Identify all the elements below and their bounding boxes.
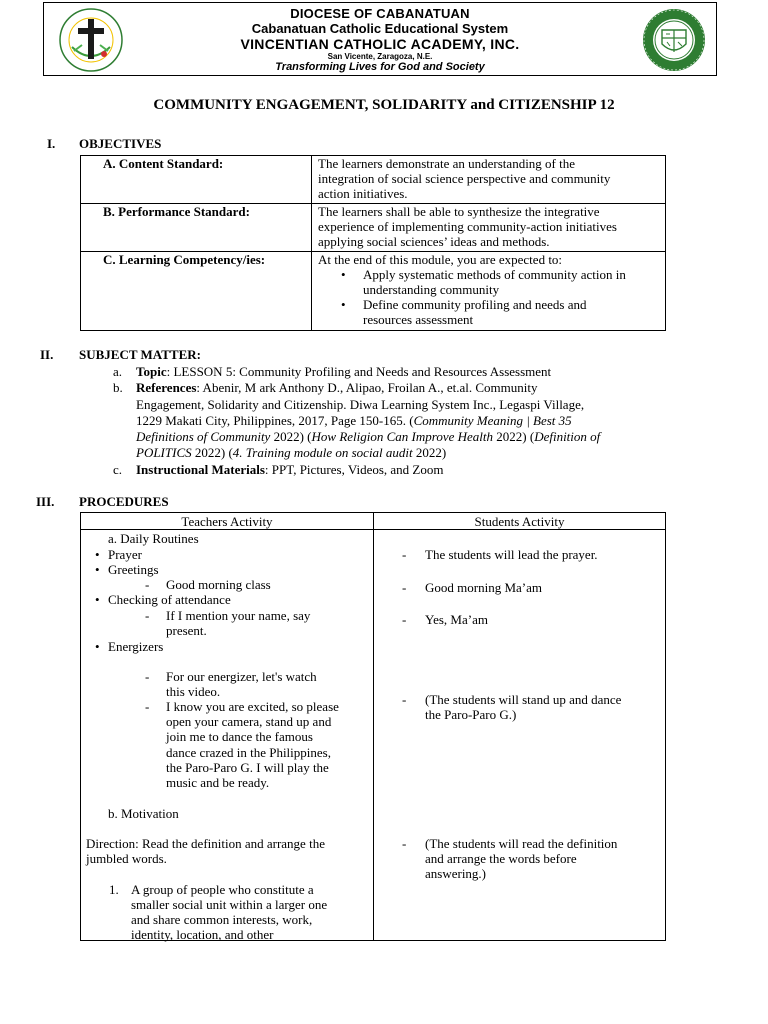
procedures-number: III. bbox=[36, 494, 55, 509]
references-label: References bbox=[136, 380, 197, 396]
text-line: the Paro-Paro G. I will play the bbox=[166, 760, 329, 775]
citation-title: How Religion Can Improve Health bbox=[311, 429, 494, 445]
text-line: A group of people who constitute a bbox=[131, 882, 314, 897]
topic-text: : LESSON 5: Community Profiling and Needs and Resources Assessment bbox=[166, 364, 552, 379]
text-line: The learners shall be able to synthesize the integrative bbox=[318, 204, 600, 219]
table-header-row bbox=[81, 513, 666, 530]
diocese-name: DIOCESE OF CABANATUAN bbox=[290, 6, 470, 21]
dash: - bbox=[402, 547, 407, 562]
dash: - bbox=[145, 577, 150, 592]
text-line: : Abenir, M ark Anthony D., Alipao, Froilan A., et.al. Community bbox=[196, 380, 538, 396]
energizers-item: Energizers bbox=[108, 639, 164, 654]
text-line: the Paro-Paro G.) bbox=[425, 707, 517, 722]
table-row bbox=[81, 252, 666, 331]
dash: - bbox=[145, 669, 150, 684]
list-marker: 1. bbox=[109, 882, 119, 897]
text-line: open your camera, stand up and bbox=[166, 714, 332, 729]
dash: - bbox=[145, 608, 150, 623]
text-line: identity, location, and other bbox=[131, 927, 274, 942]
text-line: resources assessment bbox=[363, 312, 474, 327]
text-line: If I mention your name, say bbox=[166, 608, 311, 623]
table-row bbox=[81, 204, 666, 252]
objectives-number: I. bbox=[47, 136, 56, 151]
list-item bbox=[113, 364, 683, 380]
students-activity-header: Students Activity bbox=[374, 513, 666, 530]
competency-list bbox=[318, 267, 659, 327]
bullet: • bbox=[95, 562, 100, 577]
learning-competency-label: C. Learning Competency/ies: bbox=[81, 252, 312, 331]
text-line: (The students will read the definition bbox=[425, 836, 618, 851]
bullet: • bbox=[95, 592, 100, 607]
citation-title: Definition of bbox=[534, 429, 601, 445]
text-line: and share common interests, work, bbox=[131, 912, 313, 927]
text-line: present. bbox=[166, 623, 207, 638]
text-line: this video. bbox=[166, 684, 221, 699]
text-line: join me to dance the famous bbox=[166, 729, 313, 744]
attendance-item: Checking of attendance bbox=[108, 592, 231, 607]
objectives-table bbox=[80, 155, 666, 331]
motivation-heading: b. Motivation bbox=[108, 806, 179, 821]
good-morning-line: Good morning class bbox=[166, 577, 271, 592]
text-line: Yes, Ma’am bbox=[425, 612, 488, 627]
text-line: The students will lead the prayer. bbox=[425, 547, 598, 562]
teachers-activity-cell bbox=[81, 530, 374, 941]
content-standard-label: A. Content Standard: bbox=[81, 156, 312, 204]
performance-standard-label: B. Performance Standard: bbox=[81, 204, 312, 252]
text-line: 2022) ( bbox=[191, 445, 233, 461]
objectives-heading: OBJECTIVES bbox=[79, 136, 162, 151]
text-line: understanding community bbox=[363, 282, 500, 297]
greetings-item: Greetings bbox=[108, 562, 159, 577]
learning-competency-text bbox=[312, 252, 666, 331]
bullet: • bbox=[95, 547, 100, 562]
text-line: (The students will stand up and dance bbox=[425, 692, 622, 707]
citation-title: 4. Training module on social audit bbox=[232, 445, 413, 461]
text-line: • Define community profiling and needs and bbox=[363, 297, 587, 312]
text-line: 2022) bbox=[412, 445, 447, 461]
list-marker: a. bbox=[113, 364, 123, 379]
citation-title: Community Meaning | Best 35 bbox=[413, 412, 572, 428]
text-line: 2022) ( bbox=[493, 429, 535, 445]
teachers-activity-header: Teachers Activity bbox=[81, 513, 374, 530]
academy-seal-logo bbox=[642, 8, 706, 72]
list-item bbox=[113, 462, 683, 478]
dash: - bbox=[402, 692, 407, 707]
topic-label: Topic bbox=[136, 364, 167, 379]
text-line: applying social sciences’ ideas and methods. bbox=[318, 234, 550, 249]
system-name: Cabanatuan Catholic Educational System bbox=[251, 21, 509, 36]
subject-matter-number: II. bbox=[40, 347, 54, 362]
dash: - bbox=[402, 580, 407, 595]
school-name: VINCENTIAN CATHOLIC ACADEMY, INC. bbox=[240, 36, 520, 52]
list-item bbox=[363, 267, 659, 297]
text-line: experience of implementing community-action initiatives bbox=[318, 219, 617, 234]
text-line: Engagement, Solidarity and Citizenship. Diwa Learning System Inc., Legaspi Village, bbox=[136, 396, 585, 412]
school-address: San Vicente, Zaragoza, N.E. bbox=[327, 52, 433, 61]
citation-title: POLITICS bbox=[136, 445, 192, 461]
text-line: smaller social unit within a larger one bbox=[131, 897, 328, 912]
letterhead bbox=[43, 2, 717, 76]
dash: - bbox=[402, 612, 407, 627]
students-activity-cell bbox=[374, 530, 666, 941]
text-line: dance crazed in the Philippines, bbox=[166, 745, 331, 760]
text-line: integration of social science perspective and community bbox=[318, 171, 611, 186]
procedures-heading: PROCEDURES bbox=[79, 494, 169, 509]
text-line: Good morning Ma’am bbox=[425, 580, 542, 595]
text-line: At the end of this module, you are expected to: bbox=[318, 252, 563, 267]
daily-routines: a. Daily Routines bbox=[108, 531, 199, 546]
text-line: • Apply systematic methods of community action in bbox=[363, 267, 626, 282]
list-marker: b. bbox=[113, 380, 123, 396]
bullet: • bbox=[95, 639, 100, 654]
dash: - bbox=[402, 836, 407, 851]
text-line: music and be ready. bbox=[166, 775, 270, 790]
list-item bbox=[113, 380, 683, 461]
school-motto: Transforming Lives for God and Society bbox=[275, 61, 485, 73]
text-line: 2022) ( bbox=[270, 429, 312, 445]
text-line: 1229 Makati City, Philippines, 2017, Page 150-165. ( bbox=[136, 412, 414, 428]
text-line: action initiatives. bbox=[318, 186, 408, 201]
text-line: The learners demonstrate an understanding of the bbox=[318, 156, 576, 171]
text-line: and arrange the words before bbox=[425, 851, 577, 866]
materials-text: : PPT, Pictures, Videos, and Zoom bbox=[264, 461, 444, 477]
performance-standard-text bbox=[312, 204, 666, 252]
subject-matter-list bbox=[113, 364, 683, 478]
list-marker: c. bbox=[113, 461, 123, 477]
text-line: I know you are excited, so please bbox=[166, 699, 339, 714]
table-row bbox=[81, 530, 666, 941]
citation-title: Definitions of Community bbox=[136, 429, 271, 445]
prayer-item: Prayer bbox=[108, 547, 142, 562]
subject-matter-heading: SUBJECT MATTER: bbox=[79, 347, 201, 362]
text-line: Direction: Read the definition and arrange the bbox=[86, 836, 325, 851]
materials-label: Instructional Materials bbox=[136, 461, 265, 477]
table-row bbox=[81, 156, 666, 204]
dash: - bbox=[145, 699, 150, 714]
text-line: answering.) bbox=[425, 866, 487, 881]
content-standard-text bbox=[312, 156, 666, 204]
list-item bbox=[363, 297, 659, 327]
document-title: COMMUNITY ENGAGEMENT, SOLIDARITY and CITIZENSHIP 12 bbox=[153, 97, 615, 113]
text-line: For our energizer, let's watch bbox=[166, 669, 317, 684]
procedures-table bbox=[80, 512, 666, 941]
text-line: jumbled words. bbox=[86, 851, 167, 866]
